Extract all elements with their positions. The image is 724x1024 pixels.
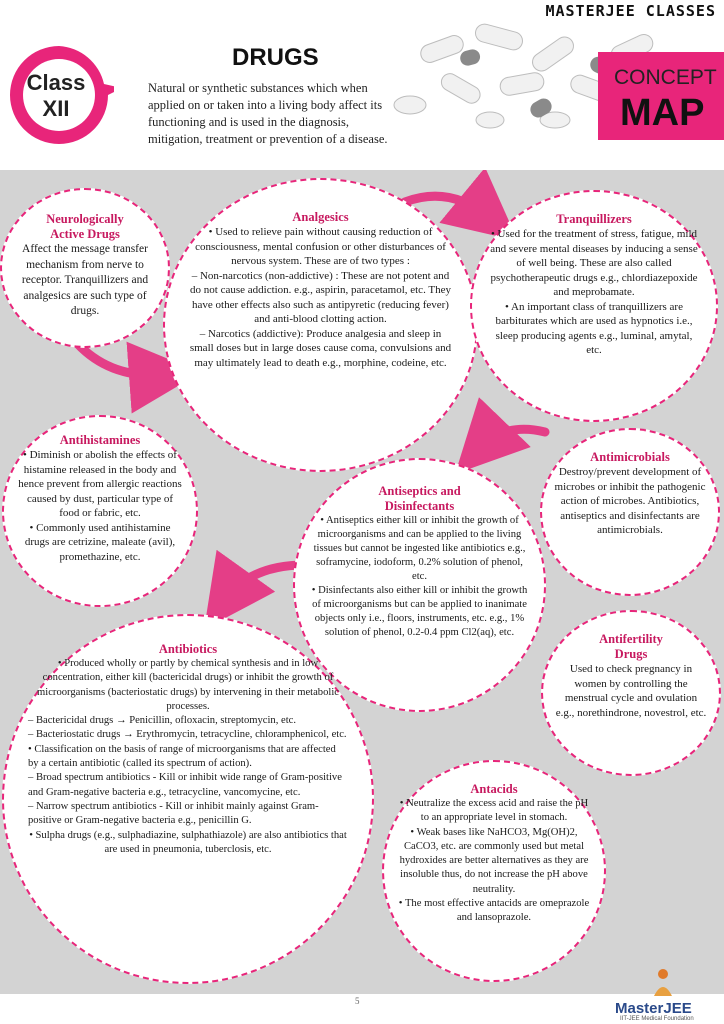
bubble-antifertility-drugs xyxy=(541,610,721,776)
antibiotics-p6: – Narrow spectrum antibiotics - Kill or inhibit mainly against Gram-positive or Gram-negative bacteria e.g., penicillin G. xyxy=(28,800,319,827)
tranquillizers-p1: • Used for the treatment of stress, fatigue, mild and severe mental diseases by inducing a sense of well being. These are also called psychotherapeutic drugs e.g., chlordiazepoxide and meprobamate. xyxy=(490,228,698,298)
concept-label: CONCEPT xyxy=(614,66,717,89)
antiseptics-p1: • Antiseptics either kill or inhibit the growth of microorganisms and can be applied to the living tissues but cannot be ingested like antibiotics e.g., soframycine, iodoform, 0.2% solution of phenol, etc. xyxy=(313,515,526,582)
bubble-antimicrobials xyxy=(540,428,720,596)
antacids-p3: • The most effective antacids are omeprazole and lansoprazole. xyxy=(398,898,590,924)
antibiotics-title: Antibiotics xyxy=(158,642,218,656)
antibiotics-p5: – Broad spectrum antibiotics - Kill or inhibit wide range of Gram-positive and Gram-negative bacteria e.g., tetracycline, vancomycine, etc. xyxy=(28,772,342,798)
antibiotics-p1: • Produced wholly or partly by chemical synthesis and in low concentration, either kill (bactericidal drugs) or inhibit the growth of microorganisms (bacteriostatic drugs) by intervening in their metabolic processes. xyxy=(37,658,339,712)
antiseptics-title-1: Antiseptics and xyxy=(378,484,461,498)
masterjee-logo-text: MasterJEE xyxy=(615,1000,692,1017)
class-label-line1: Class xyxy=(26,70,86,95)
bubble-analgesics xyxy=(163,178,478,472)
antimicrobials-body: Destroy/prevent development of microbes or inhibit the pathogenic action of microbes. Antibiotics, antiseptics and disinfectants are antimicrobials. xyxy=(554,466,706,536)
bubble-tranquillizers xyxy=(470,190,718,422)
class-label-line2: XII xyxy=(42,96,70,121)
tranquillizers-p2: • An important class of tranquillizers are barbiturates which are used as hypnotics i.e., sleep producing agents e.g., luminal, amytal, etc. xyxy=(495,300,693,356)
antifertility-title-1: Antifertility xyxy=(599,632,663,646)
antifertility-title-2: Drugs xyxy=(614,647,648,661)
analgesics-p1: • Used to relieve pain without causing reduction of consciousness, mental confusion or other disturbances of nervous system. These are of two types : xyxy=(195,226,446,267)
antacids-p1: • Neutralize the excess acid and raise the pH to an appropriate level in stomach. xyxy=(399,798,589,824)
antiseptics-title-2: Disinfectants xyxy=(384,499,455,513)
antimicrobials-title: Antimicrobials xyxy=(590,450,670,464)
neuro-title-1: Neurologically xyxy=(46,212,124,226)
bubble-neurologically-active-drugs xyxy=(0,188,170,348)
antihistamines-p1: • Diminish or abolish the effects of histamine released in the body and hence prevent from allergic reactions caused by dust, particular type of food or fabric, etc. xyxy=(18,449,182,519)
antibiotics-p3: – Bacteriostatic drugs → Erythromycin, tetracycline, chloramphenicol, etc. xyxy=(28,729,347,741)
neuro-body: Affect the message transfer mechanism from nerve to receptor. Tranquillizers and analgesics are such type of drugs. xyxy=(21,243,149,317)
antibiotics-p4: • Classification on the basis of range of microorganisms that are affected by a certain antibiotic (called its spectrum of action). xyxy=(28,743,336,770)
analgesics-title: Analgesics xyxy=(292,210,349,224)
neuro-title-2: Active Drugs xyxy=(50,227,120,241)
page-title: DRUGS xyxy=(232,44,319,71)
intro-text: Natural or synthetic substances which when applied on or taken into a living body affect its functioning and is used in the diagnosis, mitigation, treatment or prevention of a disease. xyxy=(148,81,388,146)
bubble-antihistamines xyxy=(2,415,198,607)
antiseptics-p2: • Disinfectants also either kill or inhibit the growth of microorganisms but can be applied to inanimate objects only i.e., floors, instruments, etc. e.g., 1% solution of phenol, 0.2-0.4 ppm Cl2(aq), etc. xyxy=(311,585,528,638)
antihistamines-p2: • Commonly used antihistamine drugs are cetrizine, maleate (avil), promethazine, etc. xyxy=(24,521,176,563)
antacids-p2: • Weak bases like NaHCO3, Mg(OH)2, CaCO3, etc. are commonly used but metal hydroxides are better alternatives as they are insoluble thus, do not increase the pH above neutrality. xyxy=(399,826,589,895)
map-label: MAP xyxy=(620,92,705,134)
class-label xyxy=(16,70,96,122)
antihistamines-title: Antihistamines xyxy=(59,433,141,447)
analgesics-p3: – Narcotics (addictive): Produce analgesia and sleep in small doses but in large doses cause coma, convulsions and may ultimately lead to death e.g., morphine, codeine, etc. xyxy=(189,327,452,369)
page-number: 5 xyxy=(355,996,360,1006)
tranquillizers-title: Tranquillizers xyxy=(556,212,632,226)
antacids-title: Antacids xyxy=(470,782,518,796)
antibiotics-p7: • Sulpha drugs (e.g., sulphadiazine, sulphathiazole) are also antibiotics that are used in pneumonia, tuberclosis, etc. xyxy=(29,829,347,855)
brand-title: MASTERJEE CLASSES xyxy=(545,2,716,20)
bubble-antibiotics xyxy=(2,614,374,984)
antibiotics-p2: – Bactericidal drugs → Penicillin, ofloxacin, streptomycin, etc. xyxy=(28,715,297,727)
bubble-antacids xyxy=(382,760,606,982)
masterjee-logo-icon xyxy=(650,966,676,998)
analgesics-p2: – Non-narcotics (non-addictive) : These are not potent and do not cause addiction. e.g., aspirin, paracetamol, etc. They have other effects also such as antipyretic (reducing fever) and anti-blood clotting action. xyxy=(190,269,451,325)
antifertility-body: Used to check pregnancy in women by controlling the menstrual cycle and ovulation e.g., norethindrone, novestrol, etc. xyxy=(555,663,707,719)
masterjee-logo-subtitle: IIT-JEE Medical Foundation xyxy=(620,1016,694,1022)
